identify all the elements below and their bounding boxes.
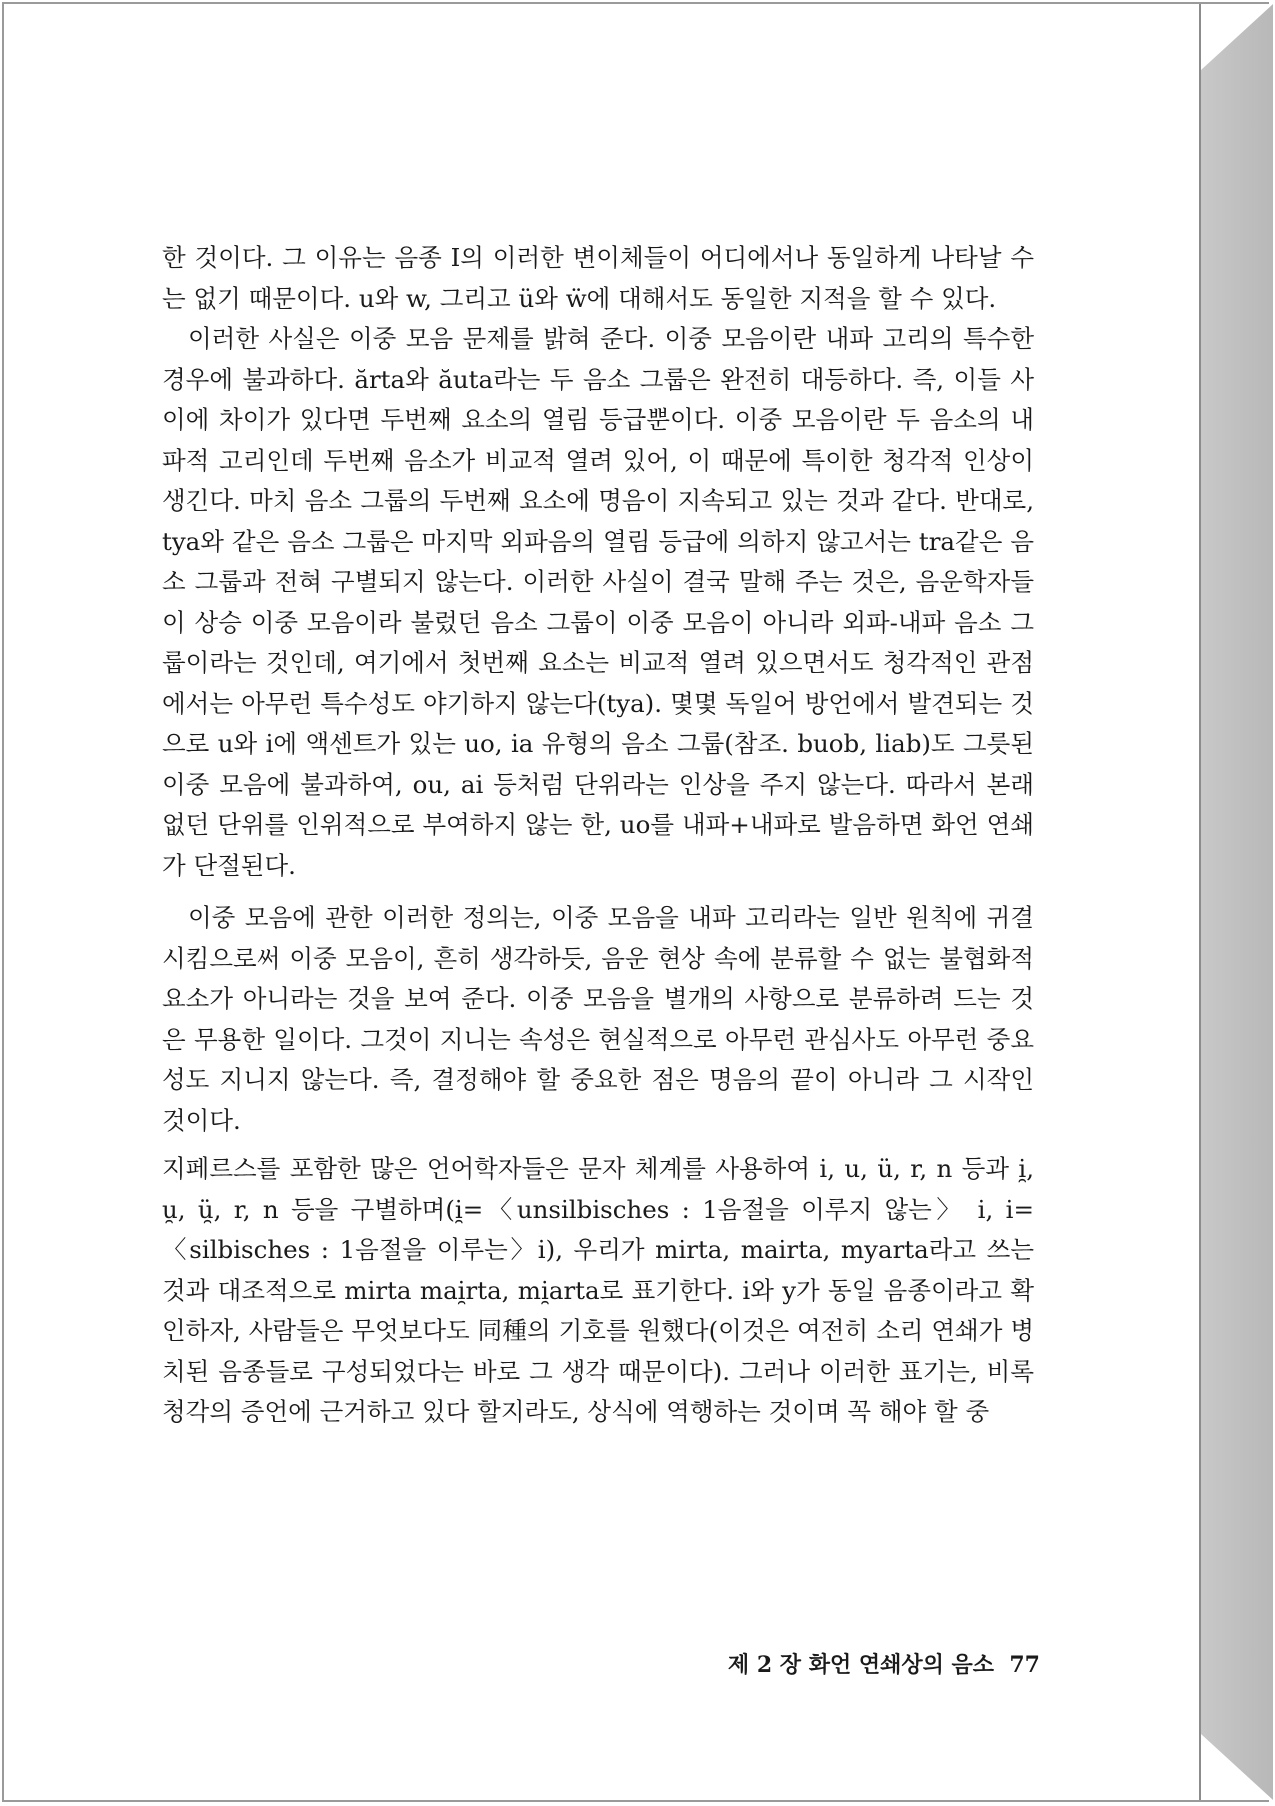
- book-edge-bottom: [1201, 1734, 1273, 1800]
- book-edge: [1201, 4, 1273, 1800]
- paragraph-4: 지페르스를 포함한 많은 언어학자들은 문자 체계를 사용하여 i, u, ü, r, n 등과 i̯, u̯, ü̯, r, n 등을 구별하며(i̯=〈unsilbisches : 1음절을 이루지 않는〉 i, i=〈silbisches : 1음절을 이루는〉i), 우리가 mirta, mairta, myarta라고 쓰는 것과 대조적으로 mirta mai̯rta, mi̯arta로 표기한다. i와 y가 동일 음종이라고 확인하자, 사람들은 무엇보다도 同種의 기호를 원했다(이것은 여전히 소리 연쇄가 병치된 음종들로 구성되었다는 바로 그 생각 때문이다). 그러나 이러한 표기는, 비록 청각의 증언에 근거하고 있다 할지라도, 상식에 역행하는 것이며 꼭 해야 할 중: [162, 1154, 1034, 1426]
- page-body: [162, 238, 1034, 1433]
- paragraph-1: 한 것이다. 그 이유는 음종 I의 이러한 변이체들이 어디에서나 동일하게 나타날 수는 없기 때문이다. u와 w, 그리고 ü와 ẅ에 대해서도 동일한 지적을 할 수 있다.: [162, 243, 1034, 313]
- page-number: 77: [1009, 1652, 1040, 1678]
- book-edge-top: [1201, 4, 1273, 70]
- running-footer: [640, 1648, 1040, 1679]
- paragraph-3: 이중 모음에 관한 이러한 정의는, 이중 모음을 내파 고리라는 일반 원칙에 귀결시킴으로써 이중 모음이, 흔히 생각하듯, 음운 현상 속에 분류할 수 없는 불협화적 요소가 아니라는 것을 보여 준다. 이중 모음을 별개의 사항으로 분류하려 드는 것은 무용한 일이다. 그것이 지니는 속성은 현실적으로 아무런 관심사도 아무런 중요성도 지니지 않는다. 즉, 결정해야 할 중요한 점은 명음의 끝이 아니라 그 시작인 것이다.: [162, 903, 1034, 1135]
- chapter-title: 제 2 장 화언 연쇄상의 음소: [727, 1652, 995, 1678]
- paragraph-2: 이러한 사실은 이중 모음 문제를 밝혀 준다. 이중 모음이란 내파 고리의 특수한 경우에 불과하다. ărta와 ăuta라는 두 음소 그룹은 완전히 대등하다. 즉, 이들 사이에 차이가 있다면 두번째 요소의 열림 등급뿐이다. 이중 모음이란 두 음소의 내파적 고리인데 두번째 음소가 비교적 열려 있어, 이 때문에 특이한 청각적 인상이 생긴다. 마치 음소 그룹의 두번째 요소에 명음이 지속되고 있는 것과 같다. 반대로, tya와 같은 음소 그룹은 마지막 외파음의 열림 등급에 의하지 않고서는 tra같은 음소 그룹과 전혀 구별되지 않는다. 이러한 사실이 결국 말해 주는 것은, 음운학자들이 상승 이중 모음이라 불렀던 음소 그룹이 이중 모음이 아니라 외파-내파 음소 그룹이라는 것인데, 여기에서 첫번째 요소는 비교적 열려 있으면서도 청각적인 관점에서는 아무런 특수성도 야기하지 않는다(tya). 몇몇 독일어 방언에서 발견되는 것으로 u와 i에 액센트가 있는 uo, ia 유형의 음소 그룹(참조. buob, liab)도 그릇된 이중 모음에 불과하여, ou, ai 등처럼 단위라는 인상을 주지 않는다. 따라서 본래 없던 단위를 인위적으로 부여하지 않는 한, uo를 내파+내파로 발음하면 화언 연쇄가 단절된다.: [162, 324, 1034, 880]
